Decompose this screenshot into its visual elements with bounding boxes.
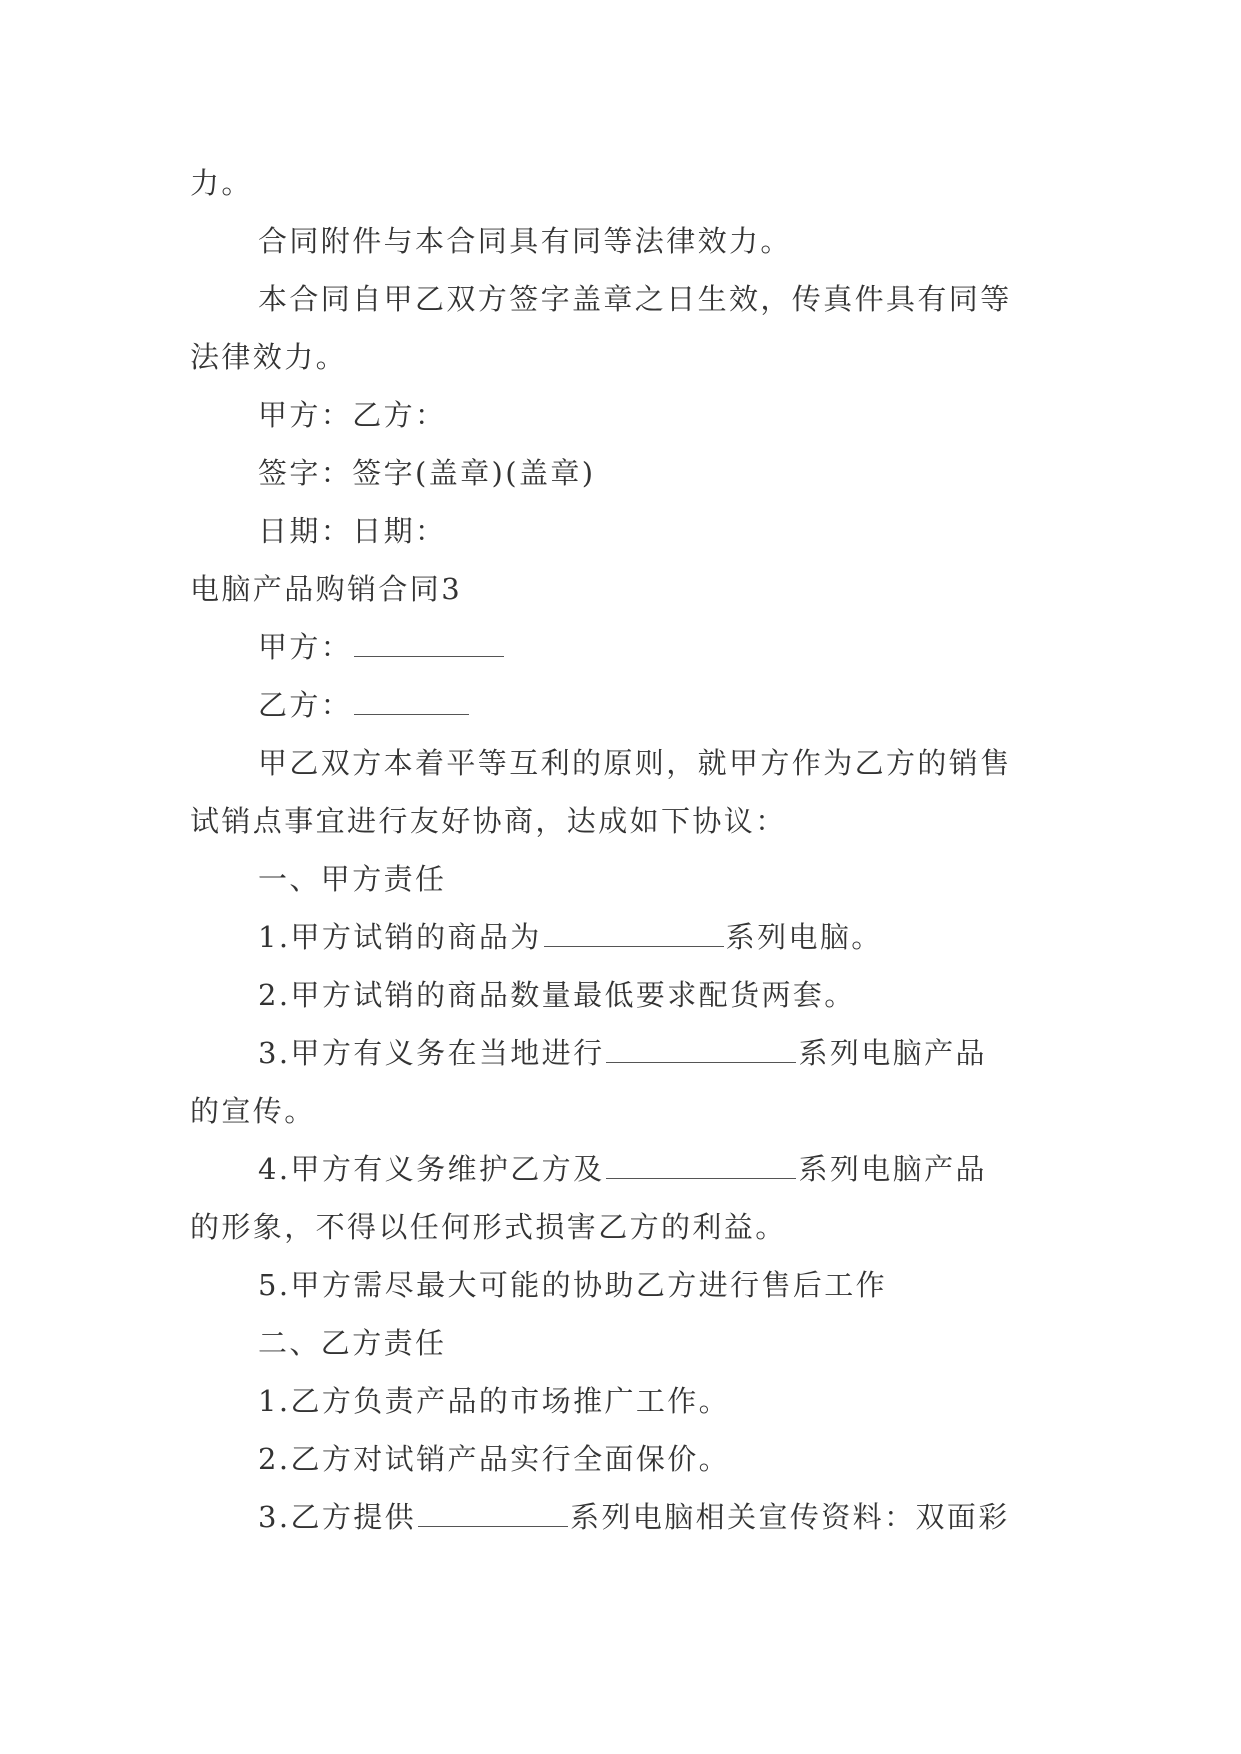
line-text: 甲乙双方本着平等互利的原则，就甲方作为乙方的销售 — [258, 746, 1012, 780]
section-heading — [190, 1314, 1062, 1372]
line-text: 本合同自甲乙双方签字盖章之日生效，传真件具有同等 — [258, 282, 1012, 316]
line-text-after: 系列电脑相关宣传资料：双面彩 — [570, 1500, 1010, 1534]
line-text: 4.甲方有义务维护乙方及 — [258, 1152, 605, 1186]
line-text: 2.甲方试销的商品数量最低要求配货两套。 — [258, 978, 856, 1012]
line-text: 签字：签字(盖章)(盖章) — [258, 456, 596, 490]
fill-in-blank — [606, 1156, 796, 1179]
fill-in-blank — [544, 924, 724, 947]
signature-sign-line — [190, 444, 1062, 502]
clause-line — [190, 1024, 1062, 1082]
section-title: 一、甲方责任 — [258, 862, 447, 896]
clause-line — [190, 1430, 1062, 1488]
signature-date-line — [190, 502, 1062, 560]
text-line — [190, 1082, 1062, 1140]
line-text: 日期：日期： — [258, 514, 447, 548]
contract-heading — [190, 560, 1062, 618]
line-text: 甲方： — [258, 630, 353, 664]
line-text: 试销点事宜进行友好协商，达成如下协议： — [190, 804, 787, 838]
line-text: 1.乙方负责产品的市场推广工作。 — [258, 1384, 731, 1418]
clause-line — [190, 1372, 1062, 1430]
line-text: 甲方：乙方： — [258, 398, 447, 432]
section-heading — [190, 850, 1062, 908]
line-text: 的形象，不得以任何形式损害乙方的利益。 — [190, 1210, 787, 1244]
clause-line — [190, 1140, 1062, 1198]
line-text-after: 系列电脑产品 — [798, 1036, 987, 1070]
line-text: 的宣传。 — [190, 1094, 316, 1128]
party-a-line — [190, 618, 1062, 676]
fill-in-blank — [354, 692, 469, 715]
signature-party-line — [190, 386, 1062, 444]
fill-in-blank — [418, 1504, 568, 1527]
heading-text: 电脑产品购销合同3 — [190, 572, 463, 606]
clause-line — [190, 966, 1062, 1024]
line-text: 2.乙方对试销产品实行全面保价。 — [258, 1442, 731, 1476]
line-text: 法律效力。 — [190, 340, 348, 374]
line-text: 3.乙方提供 — [258, 1500, 417, 1534]
clause-line — [190, 1256, 1062, 1314]
clause-line — [190, 1488, 1062, 1546]
fill-in-blank — [354, 634, 504, 657]
line-text: 3.甲方有义务在当地进行 — [258, 1036, 605, 1070]
document-body — [190, 154, 1062, 1546]
line-text: 合同附件与本合同具有同等法律效力。 — [258, 224, 792, 258]
line-text: 5.甲方需尽最大可能的协助乙方进行售后工作 — [258, 1268, 888, 1302]
line-text-after: 系列电脑产品 — [798, 1152, 987, 1186]
line-text: 乙方： — [258, 688, 353, 722]
fill-in-blank — [606, 1040, 796, 1063]
section-title: 二、乙方责任 — [258, 1326, 447, 1360]
text-line — [190, 734, 1062, 792]
text-line — [190, 328, 1062, 386]
text-line — [190, 792, 1062, 850]
line-text-after: 系列电脑。 — [725, 920, 883, 954]
clause-line — [190, 908, 1062, 966]
party-b-line — [190, 676, 1062, 734]
text-line — [190, 154, 1062, 212]
text-line — [190, 1198, 1062, 1256]
text-line — [190, 212, 1062, 270]
line-text: 1.甲方试销的商品为 — [258, 920, 542, 954]
text-line — [190, 270, 1062, 328]
line-text: 力。 — [190, 166, 253, 200]
